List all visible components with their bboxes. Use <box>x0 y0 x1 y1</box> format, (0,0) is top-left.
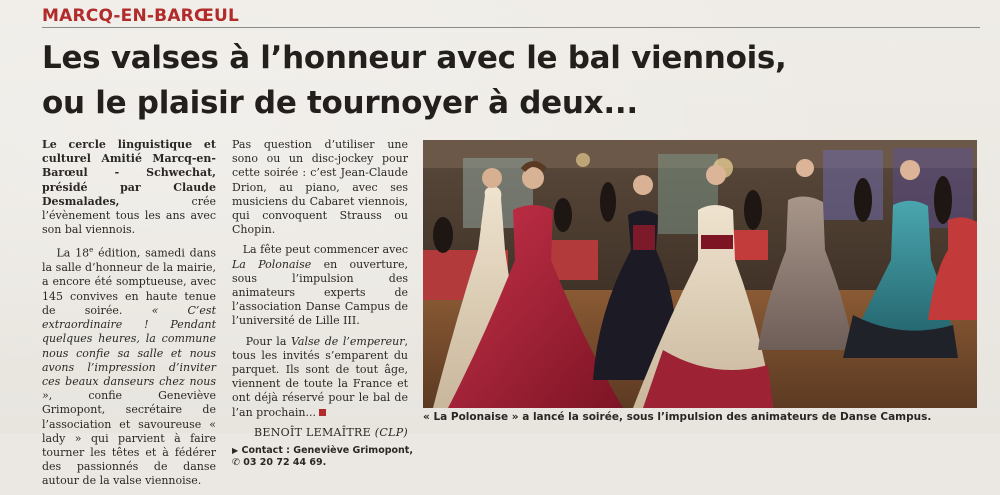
waltz-intro: Pour la <box>245 334 291 348</box>
arrow-icon: ▶ <box>232 446 239 456</box>
paragraph-polonaise <box>232 243 408 328</box>
paragraph-waltz <box>232 335 408 420</box>
headline-line-1: Les valses à l’honneur avec le bal viennois, <box>42 40 787 76</box>
article-column-2 <box>232 138 413 469</box>
section-header: MARCQ-EN-BARŒUL <box>42 6 240 26</box>
lead-paragraph <box>42 138 216 237</box>
end-mark-icon <box>319 409 326 416</box>
quote-attribution: , confie Geneviève Grimopont, secrétaire de l’association et savoureuse « lady » qui parvient à faire tourner les têtes et à fédérer des passionnés de danse autour de la valse viennoise. <box>42 389 216 488</box>
edition-number: La 18 <box>56 247 90 261</box>
section-rule <box>42 27 980 28</box>
paragraph-edition <box>42 243 216 488</box>
waltz-text: , tous les invités s’emparent du parquet. Ils sont de tout âge, viennent de toute la France et ont déjà réservé pour le bal de l’an prochain... <box>232 334 408 419</box>
edition-text: édition, samedi dans la salle d’honneur de la mairie, a encore été somptueuse, avec 145 convives en haute tenue de soirée. <box>42 247 217 317</box>
phone-icon: ✆ <box>232 457 240 469</box>
lead-rest-text: crée l’évènement tous les ans avec son bal viennois. <box>42 194 216 237</box>
headline <box>42 36 982 126</box>
edition-suffix: e <box>89 246 94 255</box>
article-column-1 <box>42 138 216 495</box>
polonaise-text: en ouverture, sous l’impulsion des animateurs experts de l’association Danse Campus de l’université de Lille III. <box>232 257 408 328</box>
ballroom-photo <box>423 140 977 408</box>
lead-bold-text: Le cercle linguistique et culturel Amitié Marcq-en-Barœul - Schwechat, présidé par Claude Desmalades, <box>42 138 216 208</box>
paragraph-music: Pas question d’utiliser une sono ou un disc-jockey pour cette soirée : c’est Jean-Claude Drion, au piano, avec ses musiciens du Cabaret viennois, qui convoquent Strauss ou Chopin. <box>232 138 408 237</box>
contact-box <box>232 445 413 469</box>
polonaise-title: La Polonaise <box>232 257 312 271</box>
phone-line <box>232 457 408 469</box>
headline-line-2: ou le plaisir de tournoyer à deux... <box>42 85 638 121</box>
photo-caption: « La Polonaise » a lancé la soirée, sous l’impulsion des animateurs de Danse Campus. <box>423 411 932 423</box>
contact-line <box>232 445 413 457</box>
byline-name: BENOÎT LEMAÎTRE <box>254 425 371 439</box>
polonaise-intro: La fête peut commencer avec <box>242 243 408 257</box>
byline-tag: (CLP) <box>374 425 408 439</box>
quote-text: « C’est extraordinaire ! Pendant quelques heures, la commune nous confie sa salle et nous avons l’impression d’inviter ces beaux danseurs chez nous » <box>42 303 217 403</box>
waltz-title: Valse de l’empereur <box>290 334 405 348</box>
contact-label: Contact : Geneviève Grimopont, <box>241 445 413 457</box>
contact-phone: 03 20 72 44 69. <box>243 457 327 469</box>
